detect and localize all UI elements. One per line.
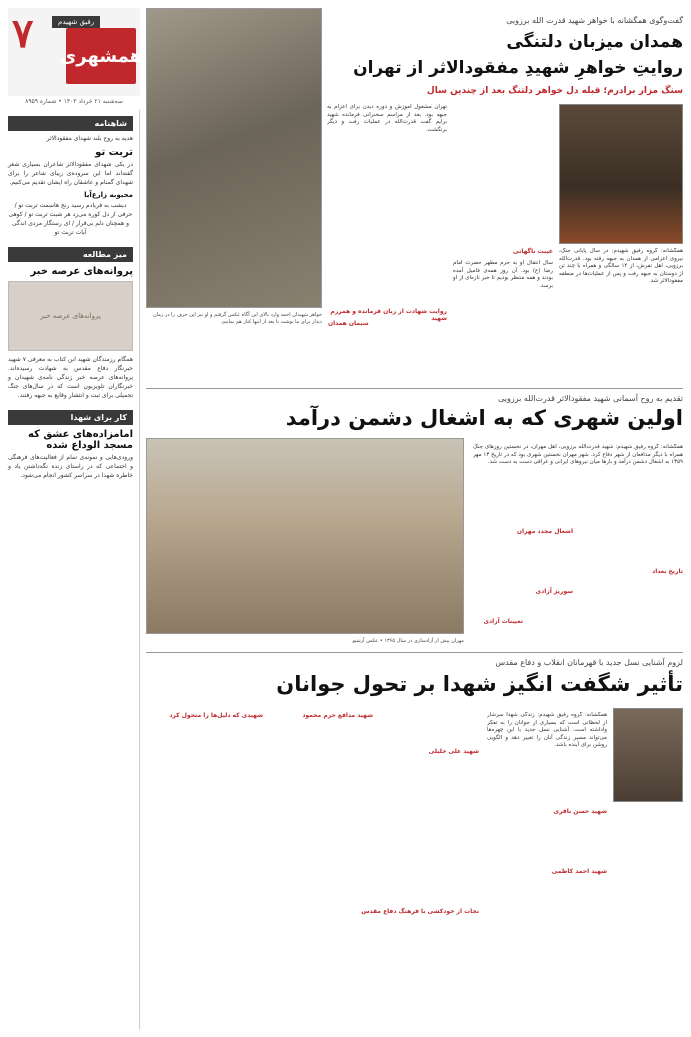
top-story-body-left: تهران مشغول آموزش و دوره دیدن برای اعزام به جبهه بود. بعد از مراسم سخنرانی فرمانده شهید برایم گفت قدرت‌الله در عملیات رفت و دیگر برنگشت. [327, 104, 447, 133]
group-photo [146, 8, 322, 308]
bottom-sub-bagheri: شهید حسن باقری [553, 808, 607, 815]
mid-sub-baghdad: تاریخ بغداد [652, 568, 683, 575]
main-content [146, 8, 683, 1030]
sidebar-title-book: پروانه‌های عرصه خبر [30, 266, 133, 277]
sidebar-heading-poetry: شاهنامه [8, 116, 133, 131]
bottom-sub-suicide: نجات از خودکشی با فرهنگ دفاع مقدس [361, 908, 479, 915]
mid-story-body: همگشانه: گروه رفیق شهیدم: شهید قدرت‌الله برزویی، اهل مهران، در نخستین روزهای جنگ همراه با دیگر مدافعان از شهر دفاع کرد. شهر مهران نخستین شهری بود که در تاریخ ۱۳ مهر ۱۳۵۹ به اشغال دشمن درآمد و بارها میان نیروهای ایرانی و عراقی دست به دست شد. [473, 444, 683, 465]
sidebar-work-text: ورودی‌هایی و نمونه‌ی تمام از فعالیت‌های فرهنگی و اجتماعی که در راستای زنده نگه‌داشتن یاد و خاطره شهدا در سراسر کشور انجام می‌شود. [8, 454, 133, 479]
sidebar-heading-work: کار برای شهدا [8, 410, 133, 425]
mid-sub-liberation: سوریز آزادی [535, 588, 573, 595]
book-cover-image: پروانه‌های عرصه خبر [8, 281, 133, 351]
top-story-kicker: گفت‌وگوی همگشانه با خواهر شهید قدرت الله برزویی [506, 16, 683, 25]
mehran-photo-caption: مهران پیش از آزادسازی در سال ۱۳۶۵ • عکس آرشیو [352, 638, 464, 644]
martyr-portrait-small [613, 708, 683, 802]
bottom-story-kicker: لزوم آشنایی نسل جدید با قهرمانان انقلاب و دفاع مقدس [495, 658, 683, 667]
top-story-headline-2: روایتِ خواهرِ شهیدِ مفقودالاثر از تهران [353, 58, 683, 78]
top-story-body-center: سال انتقال او به حرم مطهر حضرت امام رضا (ع) بود. آن روز همه‌ی فامیل آمده بودند و همه منتظر بودیم تا خبر تازه‌ای از او برسد. [453, 260, 553, 289]
issue-line: سه‌شنبه ۲۱ خرداد ۱۴۰۳ • شماره ۸۹۵۹ [25, 98, 123, 105]
sidebar [8, 110, 140, 1030]
mehran-ruins-photo [146, 438, 464, 634]
top-story-subhead: سنگ مزار برادرم؛ قبله دل خواهر دلتنگ بعد از چندین سال [426, 86, 683, 96]
mid-sub-reoccupation: اشغال مجدد مهران [516, 528, 573, 535]
divider-2 [146, 652, 683, 653]
pull-quote-hamedan: سیمان همدان [328, 320, 369, 327]
top-story-headline: همدان میزبان دلتنگی [506, 32, 683, 52]
pull-quote-sudden-absence: غیبت ناگهانی [513, 248, 553, 255]
sidebar-poem-intro: در یکی شهدای مفقودالاثر شاعران بسیاری شعر گفته‌اند اما این سروده‌ی زیبای شاعر را برای شهدای گمنام و عاشقان راه ایشان تقدیم می‌کنیم. [8, 161, 133, 186]
sidebar-poet: محبوبه زارع‌آبا [84, 191, 133, 199]
divider-1 [146, 388, 683, 389]
bottom-story-body: همگشانه: گروه رفیق شهیدم: زندگی شهدا سرشار از لحظاتی است که بسیاری از جوانان را به تفکر واداشته است. آشنایی نسل جدید با این چهره‌ها می‌تواند مسیر زندگی آنان را تغییر دهد و الگویی روشن برای آینده باشد. [487, 712, 607, 748]
bottom-sub-khalili: شهید علی خلیلی [428, 748, 479, 755]
sidebar-intro: هدیه به روح بلند شهدای مفقودالاثر [46, 135, 133, 142]
pull-quote-narration: روایت شهادت از زبان فرمانده و همرزم شهید [330, 308, 447, 322]
sidebar-heading-reading: میز مطالعه [8, 247, 133, 262]
bottom-sub-kazemi: شهید احمد کاظمی [551, 868, 607, 875]
section-tag: رفیق شهیدم [52, 16, 100, 28]
mid-sub-freedom: تعیینات آزادی [483, 618, 523, 625]
sidebar-title-poem: تربت تو [95, 147, 133, 158]
bottom-sub-defender: شهید مدافع حرم محمود [302, 712, 373, 719]
bottom-story-headline: تأثیر شگفت انگیز شهدا بر تحول جوانان [276, 672, 683, 696]
masthead [8, 8, 143, 96]
group-photo-caption: خواهر شهیدان احمد وارد بالای این آگاه عکس گرفتم و او نیز این حرف را در زمان دیدار برای ما نوشت تا بعد از اینها کنار هم بمانیم. [153, 312, 322, 325]
sidebar-verses: دیشب به فریادم رسید رنج هاسمت تربت تو / حرفی از دل کوره می‌زد هر شبت تربت تو / کوهی و همچنان دلم بی‌قرار / ای رستگار مردی اندگی آیات تربت تو [8, 202, 133, 236]
mid-story-kicker: تقدیم به روح آسمانی شهید مفقودالاثر قدرت‌الله برزویی [498, 394, 683, 403]
martyr-portrait [559, 104, 683, 244]
bottom-sub-transformed: شهیدی که دلیل‌ها را متحول کرد [169, 712, 263, 719]
page-number: ۷ [12, 10, 34, 57]
mid-story-headline: اولین شهری که به اشغال دشمن درآمد [285, 406, 683, 430]
brand-logo: همشهری [66, 28, 136, 84]
sidebar-book-text: همگام رزمندگان شهید ابن کتاب به معرفی ۷ شهید خبرنگار دفاع مقدس به شهادت رسیده‌اند. پروانه‌های عرصه خبر زندگی نامه‌ی شهیدان و خبرنگاران تلویزیون است که در سال‌های جنگ تحمیلی برای ثبت و انتشار وقایع به جبهه رفتند. [8, 356, 133, 399]
top-story-body-right: همگشانه: گروه رفیق شهیدم: در سال پایانی جنگ، نیروی اعزامی از همدان به جبهه رفته بود. قدرت‌الله برزویی، اهل تفرش، از ۱۴ سالگی و همراه با چند تن از دوستان به جبهه رفت و پس از عملیات‌ها در منطقه مفقودالاثر شد. [559, 248, 683, 284]
sidebar-title-work: امامزاده‌های عشق که مسجد الوداع شده [28, 429, 133, 451]
